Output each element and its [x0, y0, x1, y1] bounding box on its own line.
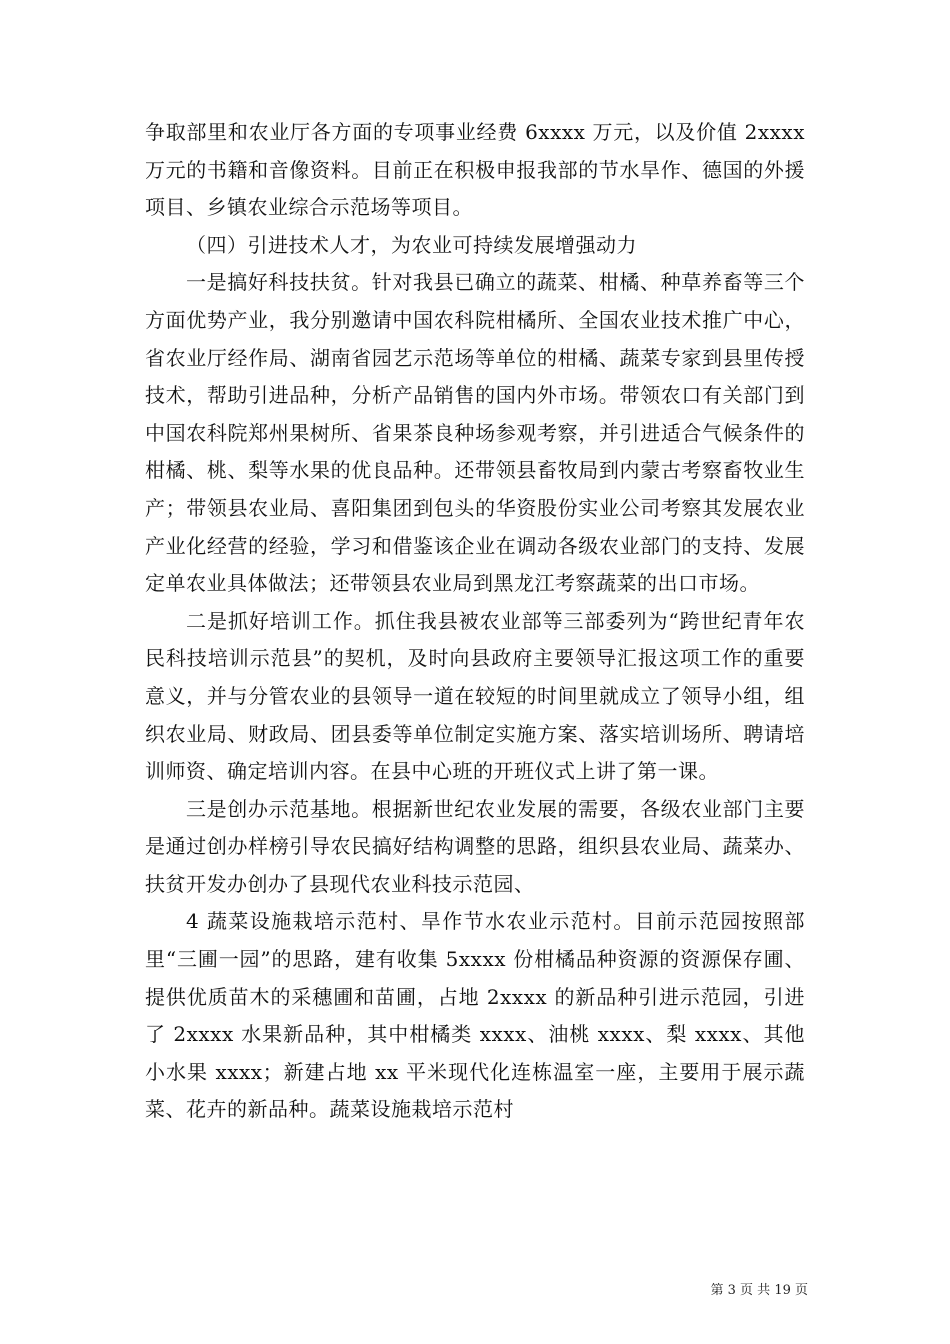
paragraph-demo-park: 4 蔬菜设施栽培示范村、旱作节水农业示范村。目前示范园按照部里“三圃一园”的思路，建有收集 5xxxx 份柑橘品种资源的资源保存圃、提供优质苗木的采穗圃和苗圃，占地 2xxxx 的新品种引进示范园，引进了 2xxxx 水果新品种，其中柑橘类 xxxx、油桃 xxxx、梨 xxxx、其他小水果 xxxx；新建占地 xx 平米现代化连栋温室一座，主要用于展示蔬菜、花卉的新品种。蔬菜设施栽培示范村	[145, 909, 805, 1122]
document-body	[145, 114, 805, 1129]
paragraph-funding-continuation: 争取部里和农业厅各方面的专项事业经费 6xxxx 万元，以及价值 2xxxx 万元的书籍和音像资料。目前正在积极申报我部的节水旱作、德国的外援项目、乡镇农业综合示范场等项目。	[145, 120, 805, 220]
section-heading-talent: （四）引进技术人才，为农业可持续发展增强动力	[186, 232, 637, 257]
paragraph-demo-base: 三是创办示范基地。根据新世纪农业发展的需要，各级农业部门主要是通过创办样榜引导农民搞好结构调整的思路，组织县农业局、蔬菜办、扶贫开发办创办了县现代农业科技示范园、	[145, 796, 805, 896]
paragraph-tech-poverty-relief: 一是搞好科技扶贫。针对我县已确立的蔬菜、柑橘、种草养畜等三个方面优势产业，我分别邀请中国农科院柑橘所、全国农业技术推广中心，省农业厅经作局、湖南省园艺示范场等单位的柑橘、蔬菜专家到县里传授技术，帮助引进品种，分析产品销售的国内外市场。带领农口有关部门到中国农科院郑州果树所、省果茶良种场参观考察，并引进适合气候条件的柑橘、桃、梨等水果的优良品种。还带领县畜牧局到内蒙古考察畜牧业生产；带领县农业局、喜阳集团到包头的华资股份实业公司考察其发展农业产业化经营的经验，学习和借鉴该企业在调动各级农业部门的支持、发展定单农业具体做法；还带领县农业局到黑龙江考察蔬菜的出口市场。	[145, 270, 805, 596]
page-number-footer: 第 3 页 共 19 页	[710, 1283, 808, 1298]
paragraph-training-work: 二是抓好培训工作。抓住我县被农业部等三部委列为“跨世纪青年农民科技培训示范县”的契机，及时向县政府主要领导汇报这项工作的重要意义，并与分管农业的县领导一道在较短的时间里就成立了领导小组，组织农业局、财政局、团县委等单位制定实施方案、落实培训场所、聘请培训师资、确定培训内容。在县中心班的开班仪式上讲了第一课。	[145, 608, 805, 784]
